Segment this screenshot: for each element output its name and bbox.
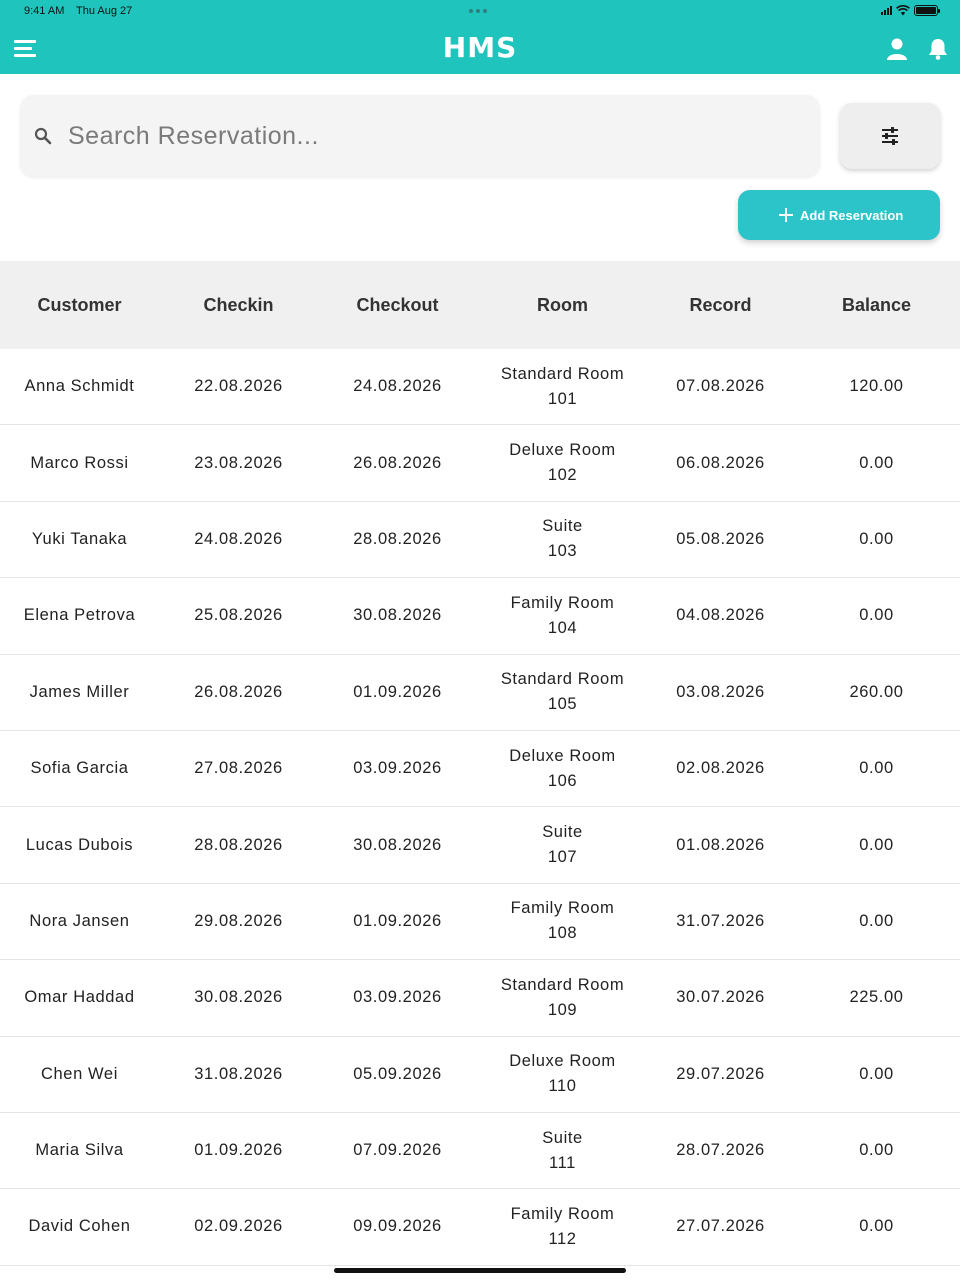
cell-balance: 0.00 [859,1064,894,1083]
cell-customer: Sofia Garcia [30,759,129,778]
cell-checkout: 30.08.2026 [353,835,442,854]
cell-balance: 225.00 [849,988,904,1007]
room-type: Suite [542,823,583,842]
cell-customer: Nora Jansen [29,911,130,930]
reservations-table [0,261,960,1266]
header-room[interactable]: Room [537,294,588,315]
header-checkout[interactable]: Checkout [356,294,439,315]
cell-checkout: 24.08.2026 [353,377,442,396]
room-type: Family Room [510,593,615,612]
table-header [0,261,960,349]
table-row[interactable] [0,1113,960,1189]
room-type: Deluxe Room [509,441,616,460]
cell-record: 28.07.2026 [676,1141,765,1160]
cell-customer: Marco Rossi [30,453,129,472]
cell-checkout: 09.09.2026 [353,1217,442,1236]
table-row[interactable] [0,731,960,807]
table-row[interactable] [0,655,960,731]
cell-checkout: 26.08.2026 [353,453,442,472]
room-number: 110 [548,1077,577,1096]
room-type: Deluxe Room [509,746,616,765]
cell-checkout: 07.09.2026 [353,1141,442,1160]
profile-user-icon[interactable] [884,36,910,62]
add-reservation-button[interactable] [738,190,940,240]
cell-customer: James Miller [29,682,130,701]
cell-record: 01.08.2026 [676,835,765,854]
app-logo: HMS [442,31,518,64]
cell-balance: 0.00 [859,835,894,854]
cell-customer: Elena Petrova [23,606,136,625]
cell-checkout: 05.09.2026 [353,1064,442,1083]
cell-room [477,973,648,1023]
search-icon [34,127,52,145]
room-number: 102 [547,466,578,485]
cell-checkin: 23.08.2026 [194,453,283,472]
cell-record: 06.08.2026 [676,453,765,472]
room-number: 105 [547,695,578,714]
cellular-signal-icon [881,6,892,15]
cell-checkout: 01.09.2026 [353,682,442,701]
cell-customer: Yuki Tanaka [31,529,128,548]
room-type: Suite [542,1128,583,1147]
cell-checkin: 24.08.2026 [194,529,283,548]
cell-checkin: 28.08.2026 [194,835,283,854]
cell-room [477,1126,648,1176]
search-input[interactable] [68,115,788,157]
cell-balance: 0.00 [859,529,894,548]
cell-balance: 120.00 [849,377,904,396]
cell-room [477,514,648,564]
cell-record: 30.07.2026 [676,988,765,1007]
cell-record: 07.08.2026 [676,377,765,396]
cell-checkout: 03.09.2026 [353,988,442,1007]
cell-customer: Anna Schmidt [24,377,135,396]
cell-balance: 0.00 [859,911,894,930]
table-row[interactable] [0,960,960,1036]
cell-room [477,896,648,946]
cell-balance: 0.00 [859,1141,894,1160]
table-body [0,349,960,1266]
room-number: 103 [547,542,578,561]
cell-record: 31.07.2026 [676,911,765,930]
header-balance[interactable]: Balance [841,294,912,315]
cell-checkin: 25.08.2026 [194,606,283,625]
cell-balance: 0.00 [859,453,894,472]
room-number: 107 [547,848,578,867]
cell-balance: 0.00 [859,759,894,778]
cell-balance: 260.00 [849,682,904,701]
cell-checkout: 30.08.2026 [353,606,442,625]
table-row[interactable] [0,1189,960,1265]
room-number: 104 [547,618,578,637]
cell-checkout: 03.09.2026 [353,759,442,778]
status-date: Thu Aug 27 [76,5,133,17]
add-reservation-label: Add Reservation [800,208,904,223]
header-customer[interactable]: Customer [37,294,122,315]
cell-room [477,820,648,870]
cell-customer: Chen Wei [41,1064,118,1083]
table-row[interactable] [0,425,960,501]
plus-icon [778,207,794,223]
cell-balance: 0.00 [859,606,894,625]
room-type: Standard Room [500,975,625,994]
home-indicator[interactable] [334,1268,626,1273]
cell-room [477,1202,648,1252]
cell-record: 05.08.2026 [676,529,765,548]
cell-checkout: 28.08.2026 [353,529,442,548]
cell-room [477,438,648,488]
battery-icon [914,5,938,16]
table-row[interactable] [0,502,960,578]
room-number: 112 [548,1229,577,1248]
room-type: Standard Room [500,670,625,689]
table-row[interactable] [0,1037,960,1113]
status-time: 9:41 AM [24,5,65,17]
cell-checkin: 27.08.2026 [194,759,283,778]
cell-room [477,591,648,641]
cell-checkin: 22.08.2026 [194,377,283,396]
cell-room [477,744,648,794]
filter-button[interactable] [840,103,940,169]
app-header [0,22,960,74]
room-number: 111 [549,1153,576,1172]
cell-room [477,362,648,412]
multitasking-dots-icon[interactable] [469,9,487,13]
status-bar [0,0,960,22]
header-checkin[interactable]: Checkin [203,294,274,315]
cell-customer: Maria Silva [35,1141,124,1160]
room-number: 101 [547,389,578,408]
cell-record: 04.08.2026 [676,606,765,625]
cell-checkin: 26.08.2026 [194,682,283,701]
cell-checkin: 31.08.2026 [194,1064,283,1083]
room-type: Family Room [510,1204,615,1223]
cell-record: 29.07.2026 [676,1064,765,1083]
room-type: Standard Room [500,364,625,383]
cell-record: 02.08.2026 [676,759,765,778]
table-row[interactable] [0,578,960,654]
cell-checkout: 01.09.2026 [353,911,442,930]
cell-checkin: 30.08.2026 [194,988,283,1007]
cell-balance: 0.00 [859,1217,894,1236]
table-row[interactable] [0,349,960,425]
cell-room [477,667,648,717]
cell-customer: Lucas Dubois [25,835,134,854]
header-record[interactable]: Record [689,294,752,315]
cell-customer: Omar Haddad [24,988,135,1007]
cell-record: 03.08.2026 [676,682,765,701]
table-row[interactable] [0,807,960,883]
room-number: 109 [547,1000,578,1019]
room-number: 106 [547,771,578,790]
cell-record: 27.07.2026 [676,1217,765,1236]
sliders-icon [880,126,900,146]
cell-checkin: 01.09.2026 [194,1141,283,1160]
cell-checkin: 29.08.2026 [194,911,283,930]
room-type: Deluxe Room [509,1052,616,1071]
search-bar [20,95,820,177]
cell-customer: David Cohen [28,1217,131,1236]
cell-room [477,1049,648,1099]
notifications-bell-icon[interactable] [925,36,951,62]
cell-checkin: 02.09.2026 [194,1217,283,1236]
room-type: Suite [542,517,583,536]
table-row[interactable] [0,884,960,960]
system-indicators [881,5,938,16]
room-number: 108 [547,924,578,943]
room-type: Family Room [510,899,615,918]
wifi-icon [896,5,910,16]
